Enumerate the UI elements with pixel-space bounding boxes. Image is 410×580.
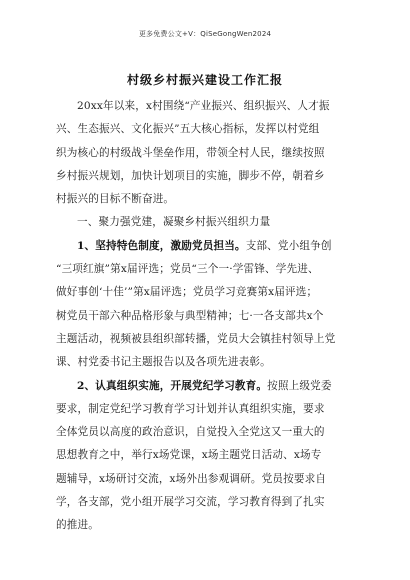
- paragraph-line: [56, 142, 356, 165]
- line-text: 思想教育之中，举行x场党课，x场主题党日活动、x场专: [56, 449, 322, 462]
- line-text: 支部、党小组争创: [245, 239, 332, 252]
- paragraph-line: [56, 328, 356, 351]
- paragraph-line: [56, 281, 356, 304]
- line-text: 课、村党委书记主题报告以及各项先进表彰。: [56, 356, 271, 369]
- line-text: 一、聚力强党建，凝聚乡村振兴组织力量: [77, 216, 271, 229]
- line-text: 要求，制定党纪学习教育学习计划并认真组织实施，要求: [56, 402, 325, 415]
- header-note: 更多免费公文+V：QiSeGongWen2024: [138, 30, 272, 38]
- line-text: 村振兴的目标不断奋进。: [56, 193, 175, 206]
- line-text: 按照上级党委: [267, 379, 332, 392]
- paragraph-line: [56, 514, 356, 537]
- line-text: 织为核心的村级战斗堡垒作用，带领全村人民，继续按照: [56, 146, 325, 159]
- paragraph-line: [56, 351, 356, 374]
- line-text: 20xx年以来，x村围绕“产业振兴、组织振兴、人才振: [77, 100, 330, 112]
- paragraph-line: [56, 118, 356, 141]
- bold-heading: 2、认真组织实施，开展党纪学习教育。: [77, 379, 268, 392]
- document-body: [56, 95, 356, 538]
- bold-heading: 1、坚持特色制度，激励党员担当。: [77, 239, 246, 252]
- line-text: “三项红旗”第x届评选；党员“三个一·学雷锋、学先进、: [56, 263, 319, 276]
- paragraph-line: [56, 421, 356, 444]
- paragraph-line: [56, 375, 356, 398]
- line-text: 学，各支部，党小组开展学习交流，学习教育得到了扎实: [56, 496, 325, 509]
- line-text: 的推进。: [56, 519, 99, 532]
- paragraph-line: [56, 211, 356, 234]
- document-title: 村级乡村振兴建设工作汇报: [126, 73, 283, 87]
- paragraph-line: [56, 165, 356, 188]
- line-text: 题辅导，x场研讨交流，x场外出参观调研。党员按要求自: [56, 472, 327, 485]
- paragraph-line: [56, 258, 356, 281]
- line-text: 乡村振兴规划，加快计划项目的实施，脚步不停，朝着乡: [56, 169, 325, 182]
- paragraph-line: [56, 235, 356, 258]
- line-text: 做好事创‘十佳’”第x届评选；党员学习竞赛第x届评选；: [56, 286, 318, 299]
- line-text: 全体党员以高度的政治意识，自觉投入全党这又一重大的: [56, 426, 325, 439]
- line-text: 主题活动，视频被县组织部转播，党员大会镇挂村领导上党: [56, 332, 336, 345]
- paragraph-line: [56, 491, 356, 514]
- paragraph-line: [56, 188, 356, 211]
- paragraph-line: [56, 444, 356, 467]
- line-text: 树党员干部六种品格形象与典型精神；七·一各支部共x个: [56, 309, 324, 322]
- paragraph-line: [56, 305, 356, 328]
- paragraph-line: [56, 468, 356, 491]
- paragraph-line: [56, 398, 356, 421]
- line-text: 兴、生态振兴、文化振兴”五大核心指标，发挥以村党组: [56, 123, 320, 136]
- paragraph-line: [56, 95, 356, 118]
